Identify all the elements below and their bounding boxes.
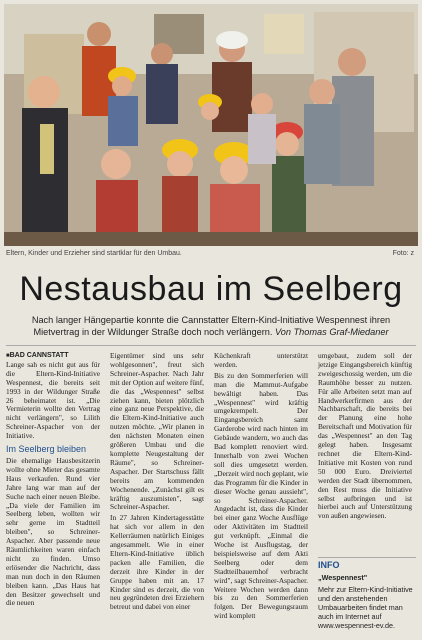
divider bbox=[6, 345, 416, 346]
paragraph: Küchenkraft unterstützt werden. bbox=[214, 351, 308, 369]
article-column-1 bbox=[6, 352, 100, 608]
paragraph: In 27 Jahren Kindertagesstätte hat sich vor allem in den Kellerräumen natürlich Einiges angesammelt. Wie in einer Eltern-Kind-Initiative üblich packen alle Familien, die derzeit ihre Kinder in der Gruppe haben mit an. 17 Kinder sind es derzeit, die von neu gegründeten drei Erziehern betreut und dabei von einer bbox=[110, 513, 204, 612]
paragraph: Eigentümer sind uns sehr wohlgesonnen", freut sich Schreiner-Aspacher. Nach Jahr mit der Option auf weitere fünf, die das „Wespennest" selbst ziehen kann, bieten plötzlich eine ganz neue Perspektive, die die Eltern-Kind-Initiative auch nutzen möchte. „Wir planen in den nächsten Monaten einen größeren Umbau und die komplette Neugestaltung der Räume", so Schreiner-Aspacher. Der Startschuss fällt bereits am kommenden Wochenende. „Zunächst gilt es kräftig auszumisten", sagt Schreiner-Aspacher. bbox=[110, 351, 204, 512]
photo-caption: Eltern, Kinder und Erzieher sind startklar für den Umbau. bbox=[6, 250, 182, 257]
photo-credit: Foto: z bbox=[392, 250, 414, 257]
author-line: Von Thomas Graf-Miedaner bbox=[275, 327, 389, 337]
article-column-3 bbox=[214, 352, 308, 621]
article-column-2 bbox=[110, 352, 204, 612]
paragraph: umgebaut, zudem soll der jetzige Eingangsbereich künftig zweigeschossig werden, um die Raumhöhe besser zu nutzen. Für alle Arbeiten setzt man auf Handwerkerfirmen aus der Nachbarschaft, die bereits bei der Planung eine hohe Bereitschaft und Motivation für das „Wespennest" an den Tag gelegt haben. Insgesamt rechnet die Eltern-Kind-Initiative mit Kosten von rund 50 000 Euro. Dreiviertel werden der Stadt übernommen, den Rest muss die Initiative selbst aufbringen und ist hierbei auch auf Unterstützung von außen angewiesen. bbox=[318, 351, 412, 521]
paragraph: Die ehemalige Hausbesitzerin wollte ohne Mieter das gesamte Haus verkaufen. Rund vier Jahre lang war man auf der Suche nach einer neuen Bleibe. „Da viele der Familien im Seelberg leben, wollten wir sehr gerne im Stadtteil bleiben", so Schreiner-Aspacher. Aber passende neue Räumlichkeiten waren einfach nicht zu finden. Umso erlösender die Nachricht, dass man nun doch in den Räumen bleiben kann. „Das Haus hat den Besitzer gewechselt und die neuen bbox=[6, 455, 100, 608]
dateline: ■ BAD CANNSTATT bbox=[6, 352, 100, 361]
info-box bbox=[318, 557, 416, 638]
photo-caption-row bbox=[6, 248, 416, 260]
article-headline: Nestausbau im Seelberg bbox=[19, 270, 403, 308]
group-photo-illustration bbox=[4, 4, 418, 246]
paragraph: Lange sah es nicht gut aus für die Eltern-Kind-Initiative Wespennest, die bereits seit 1993 in der Wildunger Straße 26 beheimatet ist. „Die Vermieterin wollte den Vertrag nicht verlängern", so Lilith Schreiner-Aspacher von der Initiative. bbox=[6, 359, 100, 441]
paragraph: Bis zu den Sommerferien will man die Mammut-Aufgabe bewältigt haben. Das „Wespennest" wird kräftig umgekrempelt. Der Eingangsbereich samt Garderobe wird nach hinten im Gebäude wandern, wo auch das Bad komplett renoviert wird. Innerhalb von zwei Wochen soll dies umgesetzt werden. „Derzeit wird noch geplant, wie das Programm für die Kinder in dieser Woche genau aussieht", so Schreiner-Aspacher. Angedacht ist, dass die Kinder bei einer ganz Woche Ausflüge oder Aktivitäten im Stadtteil gut verknüpft. „Einmal die Woche ist Ausflugstag, der beispielsweise auf dem Akti Seelberg oder dem Stadtteilbauernhof verbracht wird", sagt Schreiner-Aspacher. Weitere Wochen werden dann bis zu den Sommerferien folgen. Der Bewegungsraum wird komplett bbox=[214, 370, 309, 621]
section-heading: Im Seelberg bleiben bbox=[6, 444, 87, 455]
info-label: INFO bbox=[318, 560, 340, 570]
subhead-text: Nach langer Hängepartie konnte die Cannstatter Eltern-Kind-Initiative Wespennest ihren Mietvertrag in der Wildunger Straße doch noch verlängern. bbox=[31, 315, 391, 337]
article-photo bbox=[4, 4, 418, 246]
article-subhead bbox=[20, 314, 402, 338]
article-column-4 bbox=[318, 352, 412, 521]
info-text: Mehr zur Eltern-Kind-Initiative und den anstehenden Umbauarbeiten findet man auch im Internet auf www.wespennest-ev.de. bbox=[318, 585, 413, 630]
info-title: „Wespennest" bbox=[318, 573, 368, 582]
